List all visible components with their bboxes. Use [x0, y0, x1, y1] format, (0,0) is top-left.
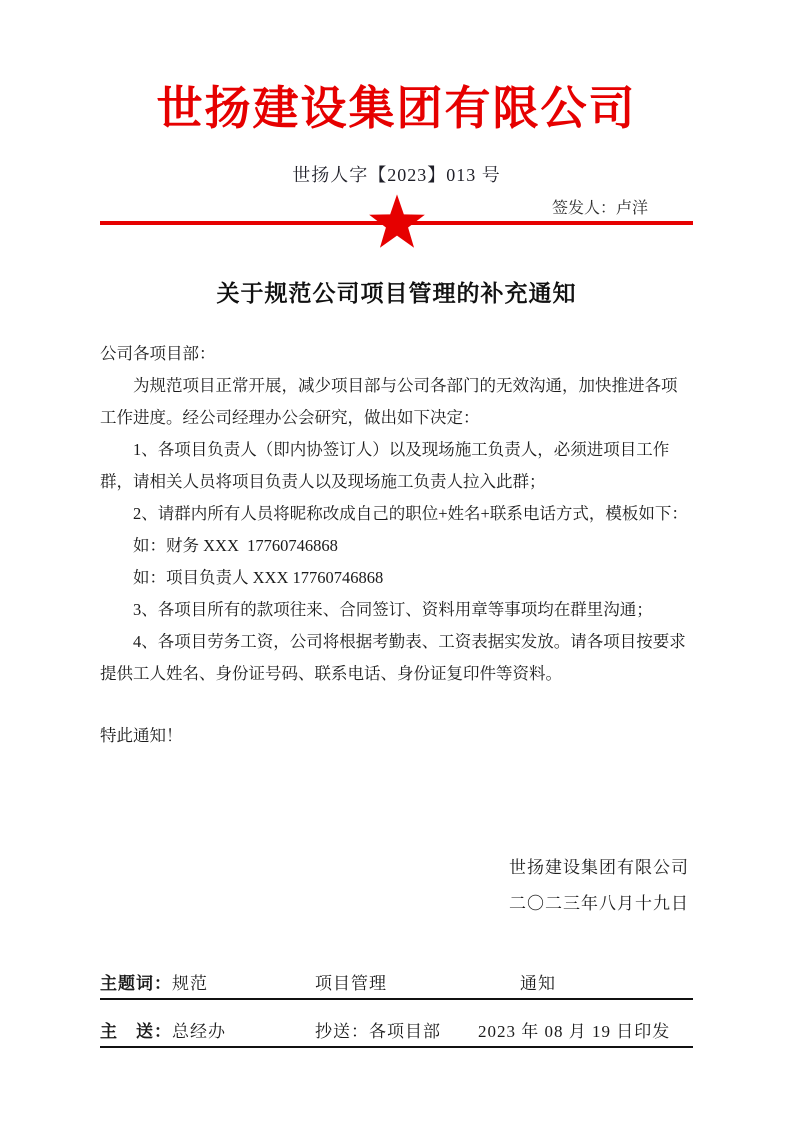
company-title: 世扬建设集团有限公司 — [156, 83, 637, 134]
header-rule-wrap — [100, 221, 693, 225]
paragraph-item-1: 1、各项目负责人（即内协签订人）以及现场施工负责人，必须进项目工作群，请相关人员将项目负责人以及现场施工负责人拉入此群； — [100, 439, 670, 491]
doc-number: 世扬人字【2023】013 号 — [292, 164, 501, 185]
cc-cell — [315, 1017, 441, 1042]
footer-subject-row — [100, 966, 693, 1000]
print-date: 2023 年 08 月 19 日印发 — [478, 1021, 671, 1041]
subject-term-2: 项目管理 — [315, 973, 387, 993]
paragraph-item-4: 4、各项目劳务工资，公司将根据考勤表、工资表据实发放。请各项目按要求提供工人姓名、身份证号码、联系电话、身份证复印件等资料。 — [100, 631, 686, 683]
signature-company: 世扬建设集团有限公司 — [509, 857, 689, 877]
paragraph-item-3: 3、各项目所有的款项往来、合同签订、资料用章等事项均在群里沟通； — [133, 599, 653, 619]
subject-term-1: 规范 — [172, 973, 208, 993]
paragraph-intro: 为规范项目正常开展，减少项目部与公司各部门的无效沟通，加快推进各项工作进度。经公司经理办公会研究，做出如下决定： — [100, 375, 678, 427]
signature-date: 二〇二三年八月十九日 — [509, 893, 689, 913]
main-send-cell — [100, 1017, 226, 1042]
main-send-label: 主 送： — [100, 1021, 172, 1041]
document-footer — [100, 966, 693, 1048]
salutation: 公司各项目部： — [100, 343, 216, 363]
footer-send-row — [100, 1014, 693, 1048]
subject-cell — [100, 969, 208, 994]
document-body — [100, 370, 693, 690]
signature-block — [100, 850, 693, 922]
cc-label: 抄送： — [315, 1021, 369, 1041]
cc-value: 各项目部 — [369, 1021, 441, 1041]
issuer-label: 签发人：卢洋 — [551, 199, 648, 217]
subject-term-3: 通知 — [520, 973, 556, 993]
paragraph-example-1: 如：财务 XXX 17760746868 — [133, 535, 338, 555]
subject-label: 主题词： — [100, 973, 172, 993]
red-star-icon — [368, 193, 426, 249]
paragraph-example-2: 如：项目负责人 XXX 17760746868 — [133, 567, 384, 587]
closing-statement: 特此通知！ — [100, 725, 183, 745]
document-title: 关于规范公司项目管理的补充通知 — [216, 280, 577, 306]
paragraph-item-2: 2、请群内所有人员将昵称改成自己的职位+姓名+联系电话方式，模板如下： — [133, 503, 688, 523]
main-send-value: 总经办 — [172, 1021, 226, 1041]
